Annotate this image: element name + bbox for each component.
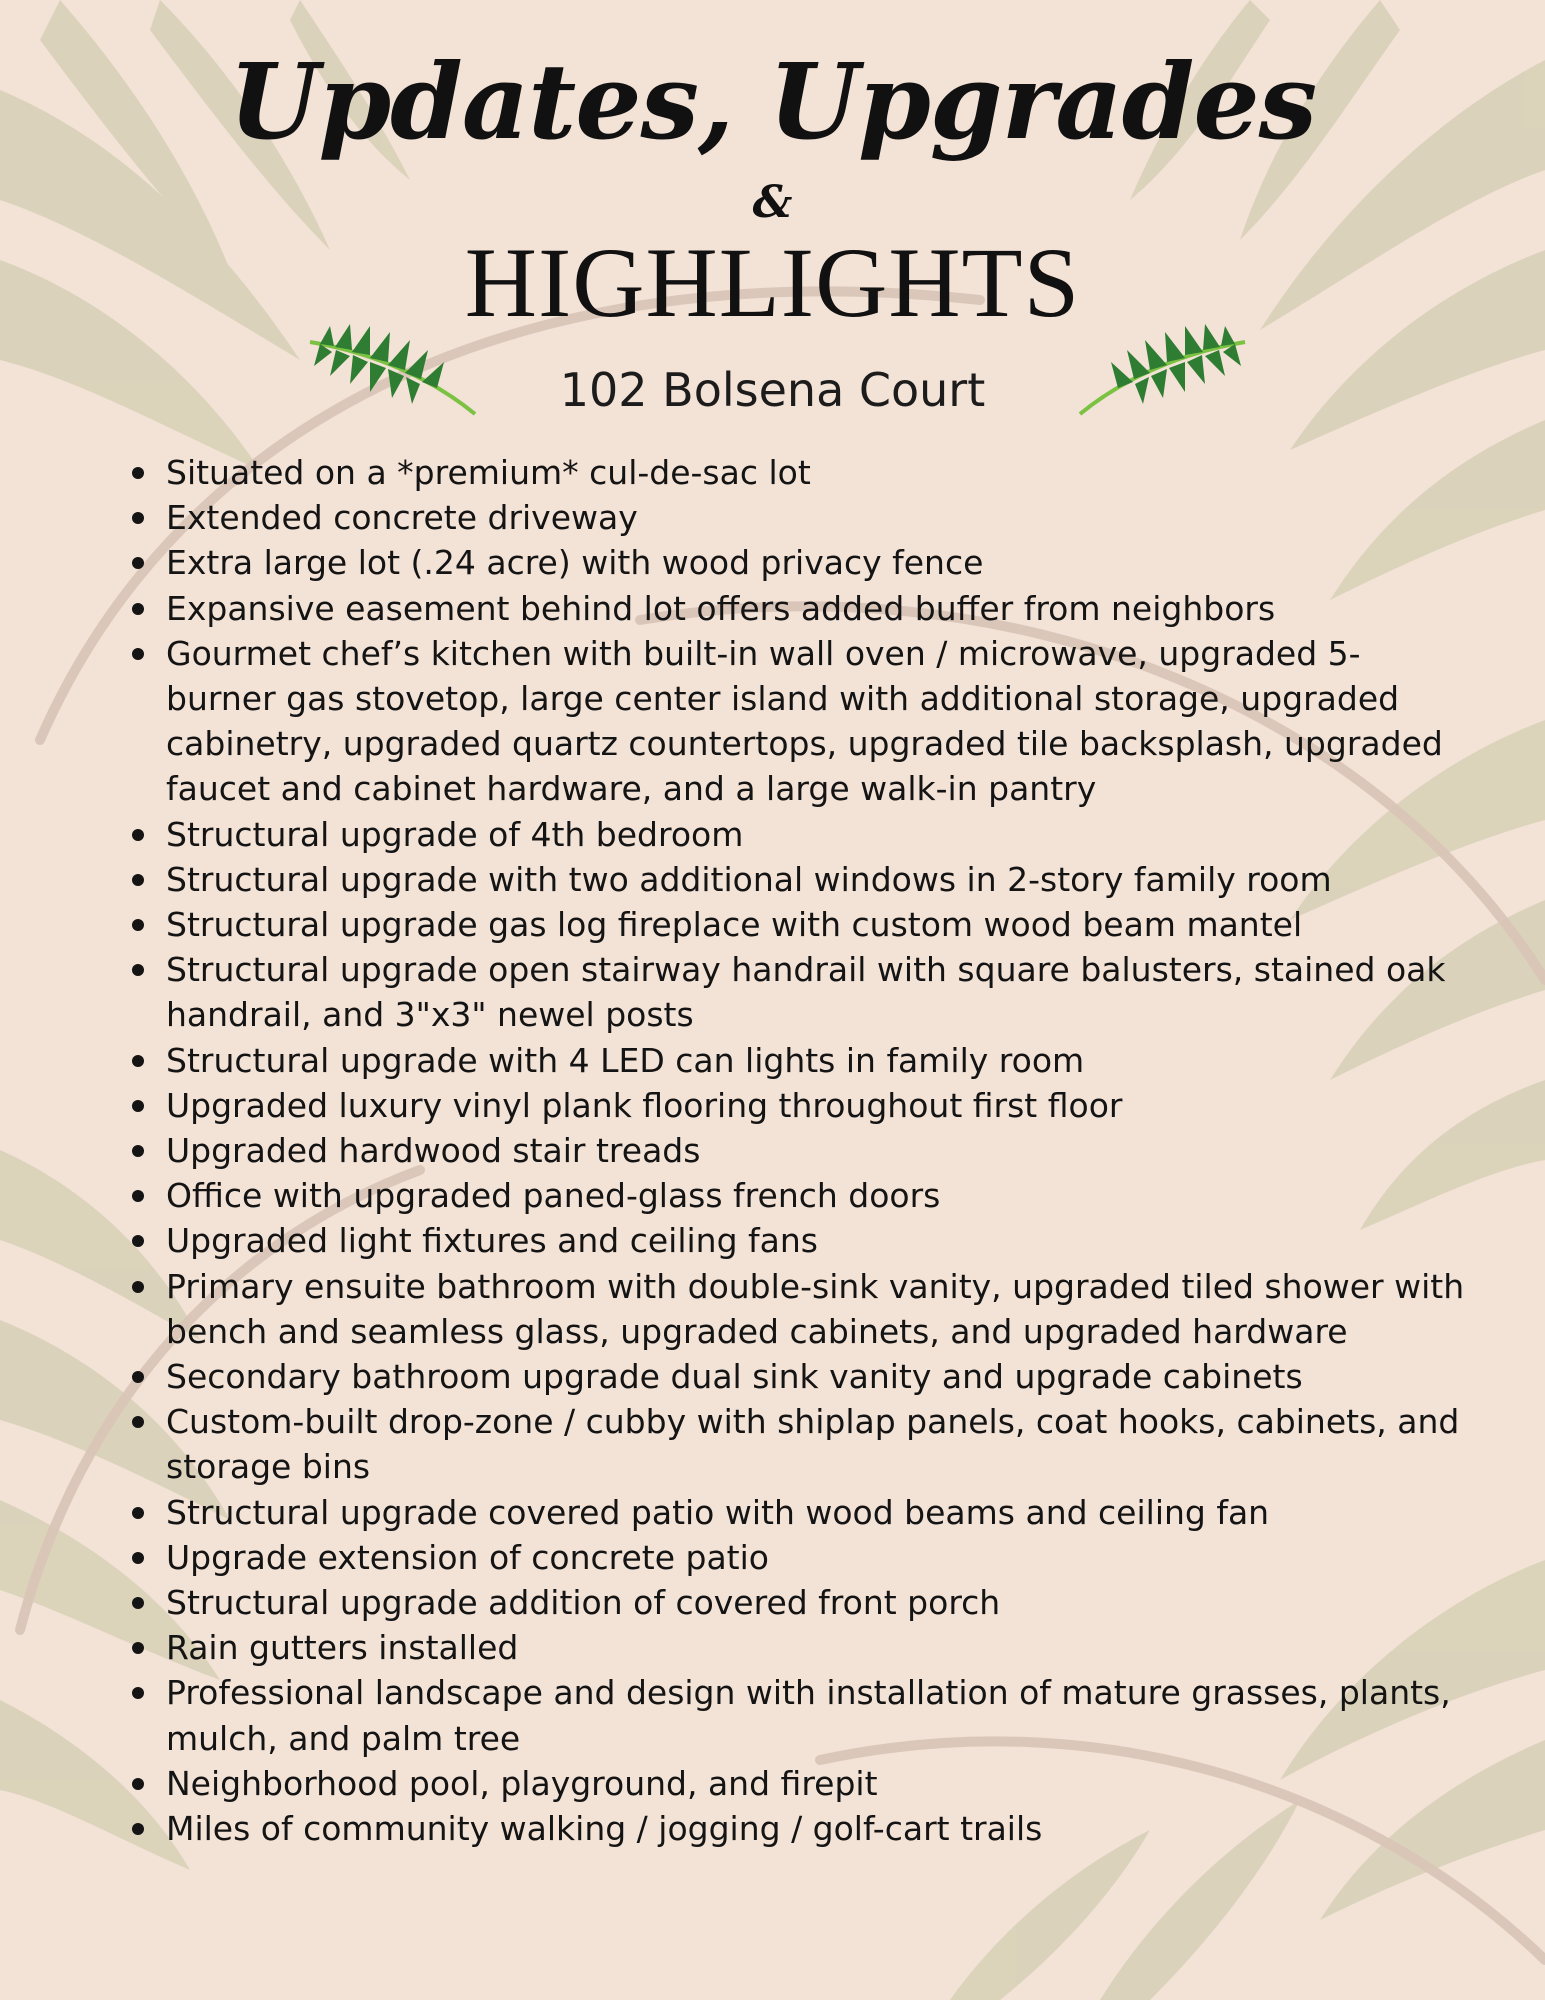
feature-text: Structural upgrade with 4 LED can lights in family room xyxy=(166,1040,1085,1080)
feature-text: Structural upgrade of 4th bedroom xyxy=(166,814,744,854)
bullet-icon xyxy=(132,1507,144,1519)
bullet-icon xyxy=(132,1416,144,1428)
list-item xyxy=(166,947,1466,1037)
list-item xyxy=(166,1218,1466,1263)
bullet-icon xyxy=(132,1145,144,1157)
bullet-icon xyxy=(132,1055,144,1067)
list-item xyxy=(166,450,1466,495)
bullet-icon xyxy=(132,919,144,931)
bullet-icon xyxy=(132,1597,144,1609)
bullet-icon xyxy=(132,557,144,569)
feature-text: Structural upgrade covered patio with wood beams and ceiling fan xyxy=(166,1492,1270,1532)
title-highlights: HIGHLIGHTS xyxy=(464,227,1081,338)
feature-text: Custom-built drop-zone / cubby with shiplap panels, coat hooks, cabinets, and storage bins xyxy=(166,1402,1460,1487)
bullet-icon xyxy=(132,829,144,841)
list-item xyxy=(166,1128,1466,1173)
bullet-icon xyxy=(132,1371,144,1383)
bullet-icon xyxy=(132,1778,144,1790)
bullet-icon xyxy=(132,467,144,479)
bullet-icon xyxy=(132,1235,144,1247)
bullet-icon xyxy=(132,603,144,615)
list-item xyxy=(166,1264,1466,1354)
property-address: 102 Bolsena Court xyxy=(559,363,986,417)
title-ampersand: & xyxy=(752,177,793,228)
feature-text: Situated on a *premium* cul-de-sac lot xyxy=(166,453,811,492)
list-item xyxy=(166,1173,1466,1218)
feature-text: Secondary bathroom upgrade dual sink vanity and upgrade cabinets xyxy=(166,1357,1303,1397)
list-item xyxy=(166,1399,1466,1489)
bullet-icon xyxy=(132,512,144,524)
bullet-icon xyxy=(132,874,144,886)
list-item xyxy=(166,1761,1466,1806)
bullet-icon xyxy=(132,964,144,976)
feature-text: Structural upgrade open stairway handrail with square balusters, stained oak handrail, and 3"x3" newel posts xyxy=(166,950,1446,1035)
title-updates-upgrades: Updates, Upgrades xyxy=(228,40,1317,163)
feature-text: Structural upgrade with two additional windows in 2-story family room xyxy=(166,859,1332,899)
list-item xyxy=(166,586,1466,631)
feature-text: Professional landscape and design with installation of mature grasses, plants, mulch, and palm tree xyxy=(166,1673,1451,1758)
list-item xyxy=(166,1038,1466,1083)
list-item xyxy=(166,1580,1466,1625)
list-item xyxy=(166,631,1466,812)
list-item xyxy=(166,1806,1466,1851)
feature-text: Rain gutters installed xyxy=(166,1628,519,1668)
feature-text: Structural upgrade gas log fireplace with custom wood beam mantel xyxy=(166,905,1303,945)
feature-text: Expansive easement behind lot offers added buffer from neighbors xyxy=(166,588,1276,628)
feature-text: Extra large lot (.24 acre) with wood privacy fence xyxy=(166,543,984,583)
list-item xyxy=(166,1083,1466,1128)
bullet-icon xyxy=(132,1281,144,1293)
feature-text: Neighborhood pool, playground, and firepit xyxy=(166,1763,878,1803)
feature-text: Upgraded hardwood stair treads xyxy=(166,1131,701,1171)
feature-text: Office with upgraded paned-glass french doors xyxy=(166,1176,941,1216)
feature-text: Upgrade extension of concrete patio xyxy=(166,1537,769,1577)
list-item xyxy=(166,1490,1466,1535)
feature-text: Primary ensuite bathroom with double-sink vanity, upgraded tiled shower with bench and seamless glass, upgraded cabinets, and upgraded hardware xyxy=(166,1266,1465,1351)
bullet-icon xyxy=(132,1100,144,1112)
list-item xyxy=(166,902,1466,947)
list-item xyxy=(166,495,1466,540)
list-item xyxy=(166,1354,1466,1399)
list-item xyxy=(166,540,1466,585)
bullet-icon xyxy=(132,648,144,660)
bullet-icon xyxy=(132,1823,144,1835)
feature-text: Gourmet chef’s kitchen with built-in wall oven / microwave, upgraded 5-burner gas stovetop, large center island with additional storage, upgraded cabinetry, upgraded quartz countertops, upgraded tile backsplash, upgraded faucet and cabinet hardware, and a large walk-in pantry xyxy=(166,633,1443,809)
feature-text: Upgraded light fixtures and ceiling fans xyxy=(166,1221,818,1261)
list-item xyxy=(166,1535,1466,1580)
list-item xyxy=(166,1670,1466,1760)
bullet-icon xyxy=(132,1552,144,1564)
feature-text: Extended concrete driveway xyxy=(166,498,638,538)
bullet-icon xyxy=(132,1190,144,1202)
list-item xyxy=(166,1625,1466,1670)
feature-text: Upgraded luxury vinyl plank flooring throughout first floor xyxy=(166,1085,1123,1125)
list-item xyxy=(166,812,1466,857)
feature-text: Miles of community walking / jogging / golf-cart trails xyxy=(166,1809,1043,1849)
bullet-icon xyxy=(132,1687,144,1699)
list-item xyxy=(166,857,1466,902)
bullet-icon xyxy=(132,1642,144,1654)
features-list xyxy=(122,450,1466,1851)
feature-text: Structural upgrade addition of covered front porch xyxy=(166,1583,1001,1623)
